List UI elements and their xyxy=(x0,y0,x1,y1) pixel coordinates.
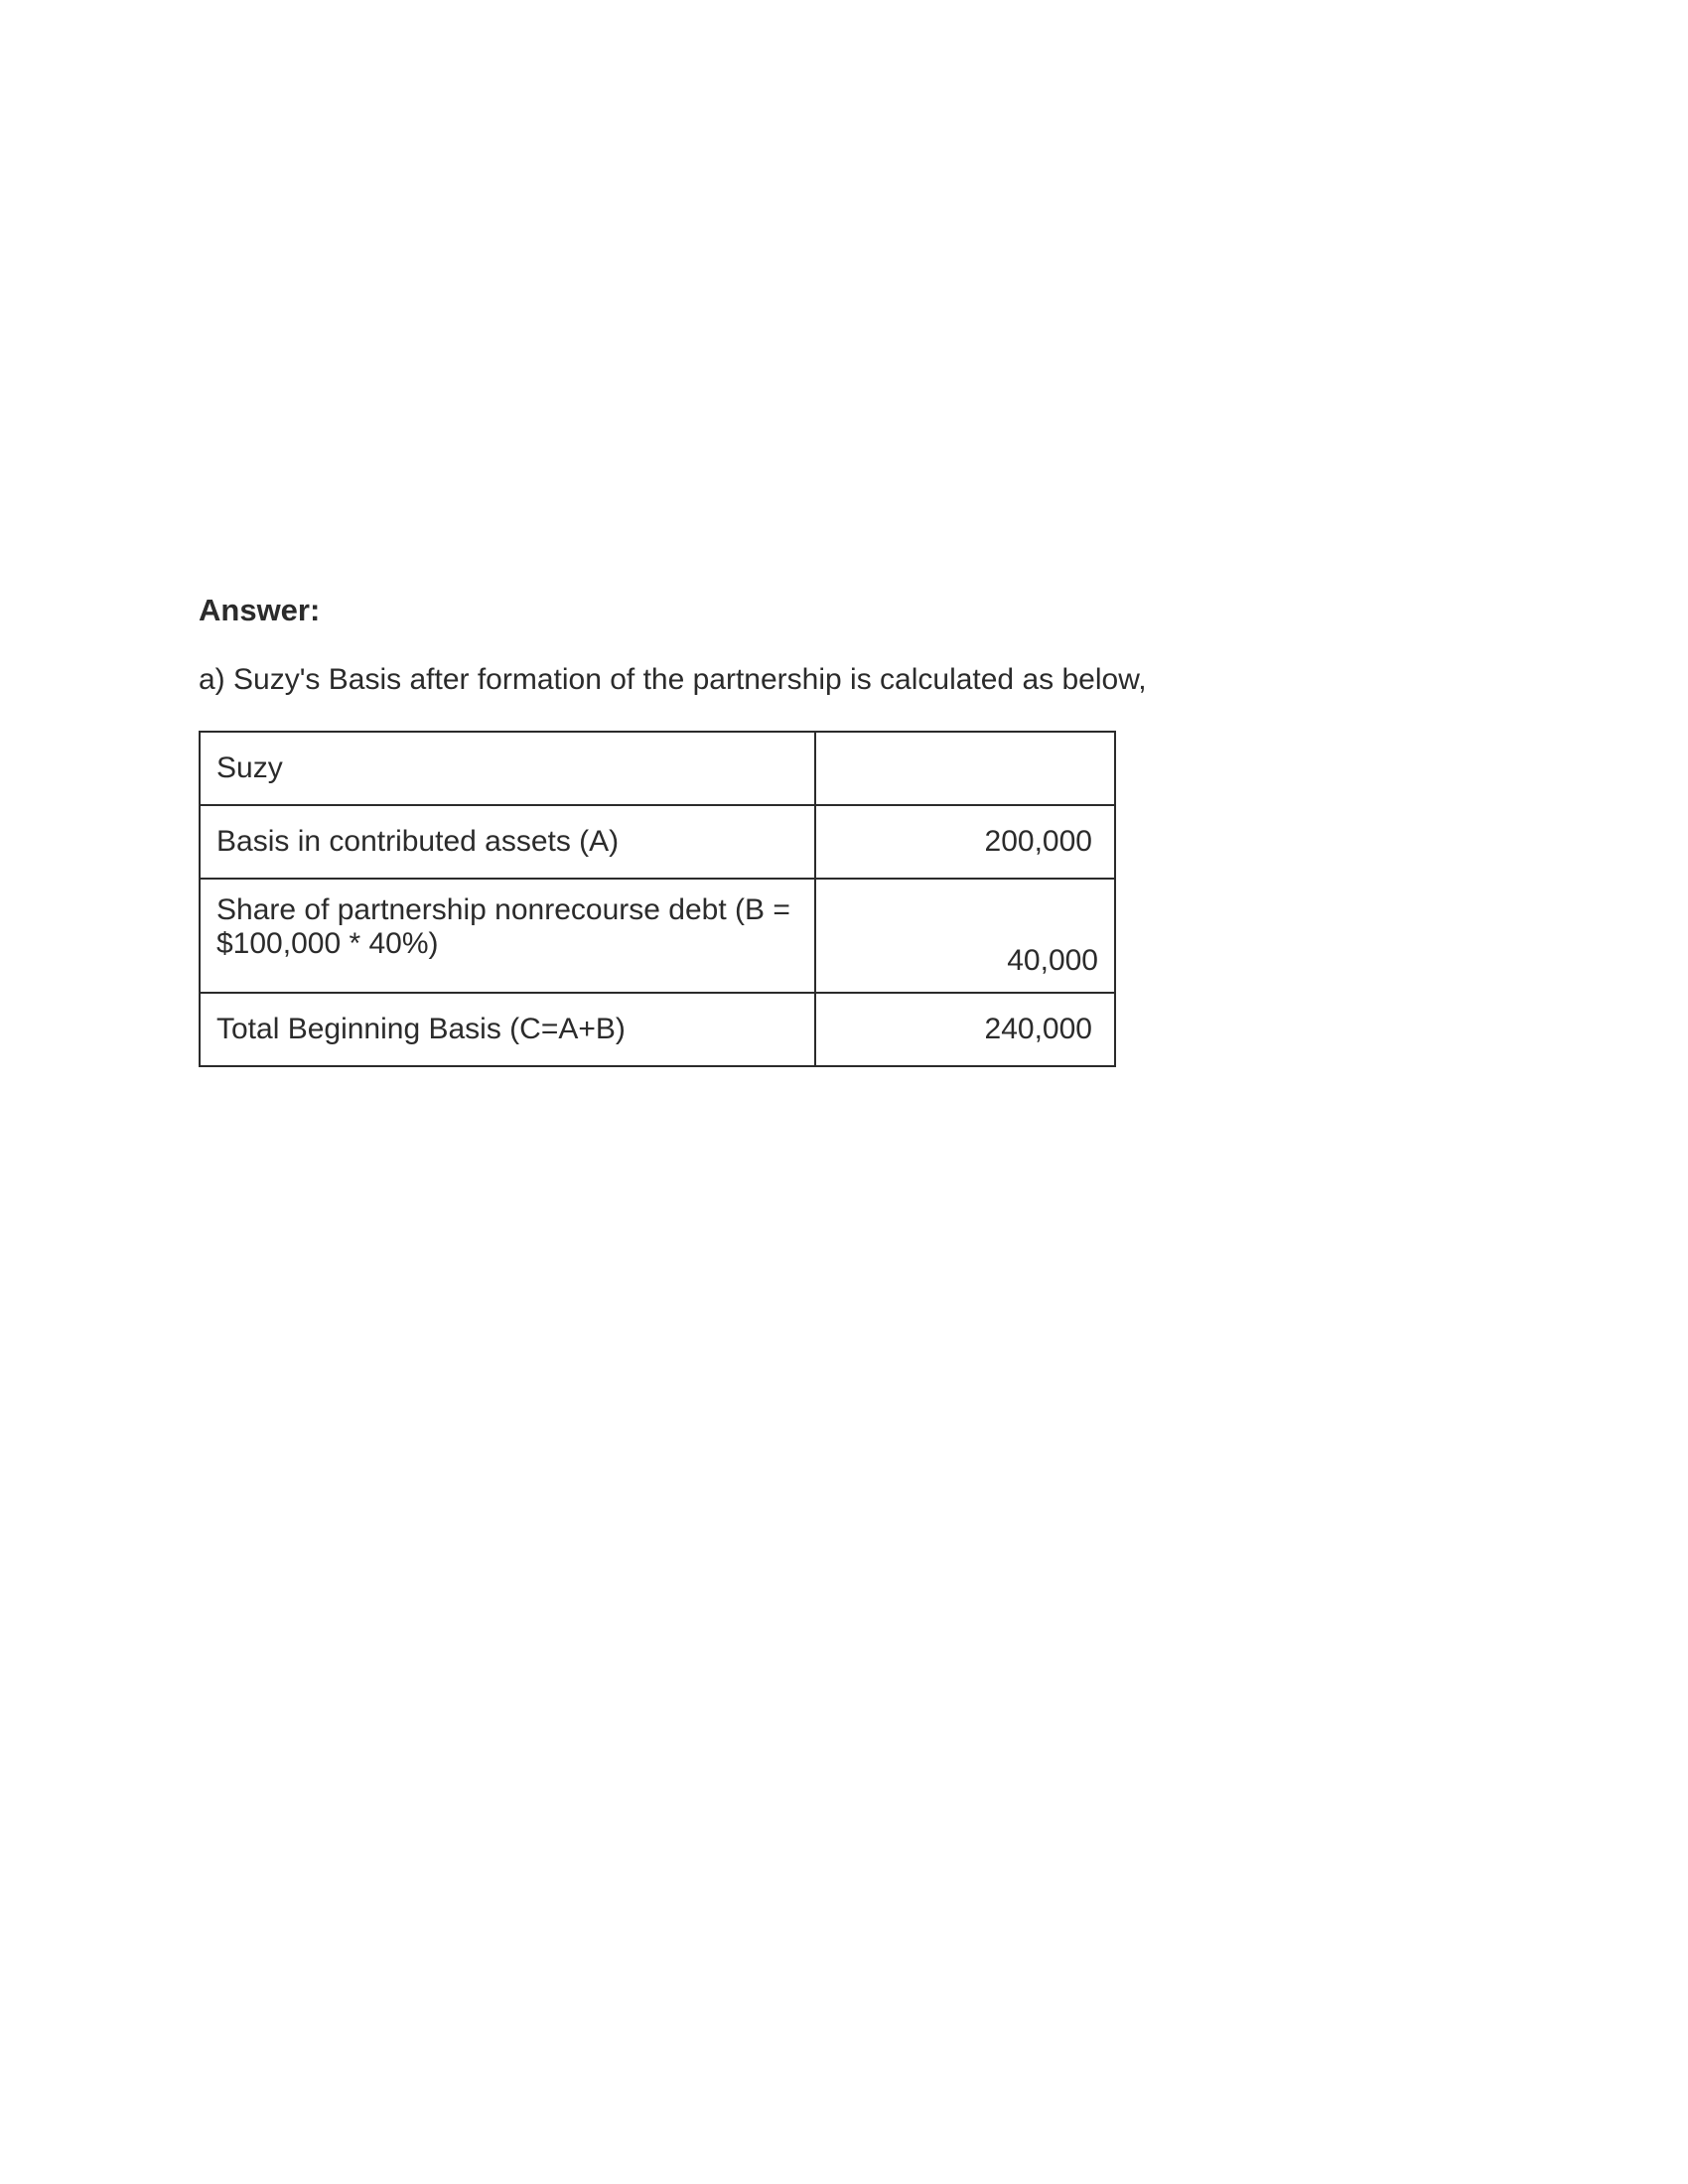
row-label: Suzy xyxy=(200,732,815,805)
table-row-total xyxy=(200,993,1115,1066)
row-value: 40,000 xyxy=(815,879,1115,993)
row-label: Total Beginning Basis (C=A+B) xyxy=(200,993,815,1066)
table-row-contributed-assets xyxy=(200,805,1115,879)
table-row-header xyxy=(200,732,1115,805)
row-value xyxy=(815,732,1115,805)
row-value: 240,000 xyxy=(815,993,1115,1066)
intro-text: a) Suzy's Basis after formation of the partnership is calculated as below, xyxy=(199,663,1147,696)
table-row-nonrecourse-debt xyxy=(200,879,1115,993)
row-value: 200,000 xyxy=(815,805,1115,879)
row-label-line1: Share of partnership nonrecourse debt (B = xyxy=(216,893,790,926)
answer-heading: Answer: xyxy=(199,593,321,627)
row-label: Basis in contributed assets (A) xyxy=(200,805,815,879)
basis-table xyxy=(199,731,1116,1067)
row-label-line2: $100,000 * 40%) xyxy=(216,927,439,960)
row-label xyxy=(200,879,815,993)
